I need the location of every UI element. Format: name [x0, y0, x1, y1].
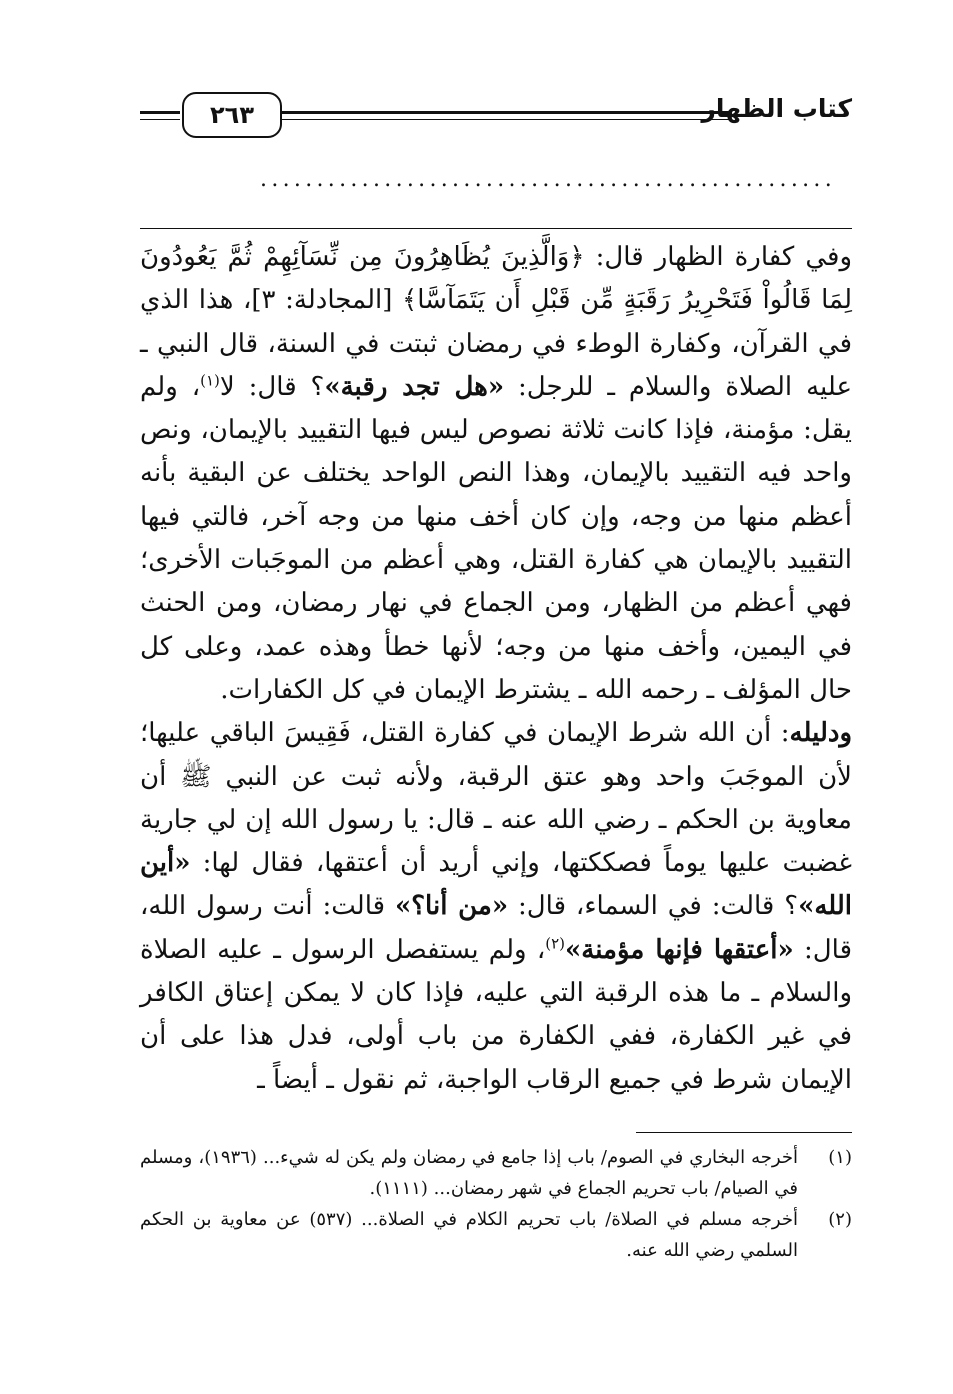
book-title: كتاب الظهار	[701, 94, 852, 123]
quran-verse: ﴿وَالَّذِينَ يُظَاهِرُونَ مِن نِّسَآئِهِمْ ثُمَّ يَعُودُونَ لِمَا قَالُواْ فَتَحْرِيرُ رَقَبَةٍ مِّن قَبْلِ أَن يَتَمَآسَّا﴾	[140, 242, 852, 316]
text-span: [المجادلة: ٣]، هذا الذي في القرآن، وكفارة الوطء في رمضان ثبتت في السنة، قال النبي ـ عليه الصلاة والسلام ـ للرجل:	[140, 285, 852, 402]
text-span: ؟ قال: لا	[219, 371, 325, 402]
text-span: ؟ قالت: في السماء، قال:	[508, 891, 799, 922]
footnotes	[140, 1142, 852, 1266]
header-rule	[140, 119, 180, 120]
paragraph-1	[140, 236, 852, 712]
footnote-text: أخرجه مسلم في الصلاة/ باب تحريم الكلام في الصلاة... (٥٣٧) عن معاوية بن الحكم السلمي رضي الله عنه.	[140, 1209, 798, 1261]
hadith-quote: «أعتقها فإنها مؤمنة»	[565, 934, 794, 965]
text-span: ، ولم يستفصل الرسول ـ عليه الصلاة والسلام ـ ما هذه الرقبة التي عليه، فإذا كان لا يمكن إعتاق الكافر في غير الكفارة، ففي الكفارة من باب أولى، فدل هذا على أن الإيمان شرط في جميع الرقاب الواجبة، ثم نقول ـ أيضاً ـ	[140, 934, 852, 1095]
footnote-text: أخرجه البخاري في الصوم/ باب إذا جامع في رمضان ولم يكن له شيء... (١٩٣٦)، ومسلم في الصيام/ باب تحريم الجماع في شهر رمضان... (١١١١).	[140, 1147, 798, 1199]
footnote-2	[140, 1204, 852, 1266]
header-rule	[282, 111, 732, 114]
dotted-separator: ...................................................	[260, 170, 836, 190]
hadith-quote: «هل تجد رقبة»	[324, 371, 505, 402]
text-span: : أن الله شرط الإيمان في كفارة القتل، فَقِيسَ الباقي عليها؛ لأن الموجَبَ واحد وهو عتق الرقبة، ولأنه ثبت عن النبي ﷺ أن معاوية بن الحكم ـ رضي الله عنه ـ قال: يا رسول الله إن لي جارية غضبت عليها يوماً فصككتها، وإني أريد أن أعتقها، فقال لها:	[140, 718, 852, 879]
hadith-quote: «من أنا؟»	[394, 891, 509, 922]
main-text	[140, 236, 852, 1102]
top-divider	[140, 228, 852, 229]
paragraph-2	[140, 712, 852, 1102]
footnote-number: (١)	[828, 1147, 852, 1168]
footnote-1	[140, 1142, 852, 1204]
header-rule	[282, 119, 732, 120]
text-span: ، ولم يقل: مؤمنة، فإذا كانت ثلاثة نصوص ليس فيها التقييد بالإيمان، ونص واحد فيه التقييد بالإيمان، وهذا النص الواحد يختلف عن البقية بأنه أعظم منها من وجه، وإن كان أخف منها من وجه آخر، فالتي فيها التقييد بالإيمان هي كفارة القتل، وهي أعظم من الموجَبات الأخرى؛ فهي أعظم من الظهار، ومن الجماع في نهار رمضان، ومن الحنث في اليمين، وأخف منها من وجه؛ لأنها خطأ وهذه عمد، وعلى كل حال المؤلف ـ رحمه الله ـ يشترط الإيمان في كل الكفارات.	[140, 371, 853, 705]
footnote-ref-1[interactable]: (١)	[200, 371, 220, 390]
footnote-divider	[636, 1132, 852, 1133]
text-span: قالت: أنت رسول الله، قال:	[140, 891, 853, 965]
hadith-quote: «أين الله»	[140, 848, 853, 922]
header-rule	[140, 111, 180, 114]
footnote-ref-2[interactable]: (٢)	[545, 934, 565, 953]
page-header	[140, 92, 852, 142]
page-number: ٢٦٣	[182, 92, 282, 138]
paragraph-label: ودليله	[789, 718, 852, 749]
text-span: وفي كفارة الظهار قال:	[584, 242, 853, 272]
footnote-number: (٢)	[828, 1209, 852, 1230]
